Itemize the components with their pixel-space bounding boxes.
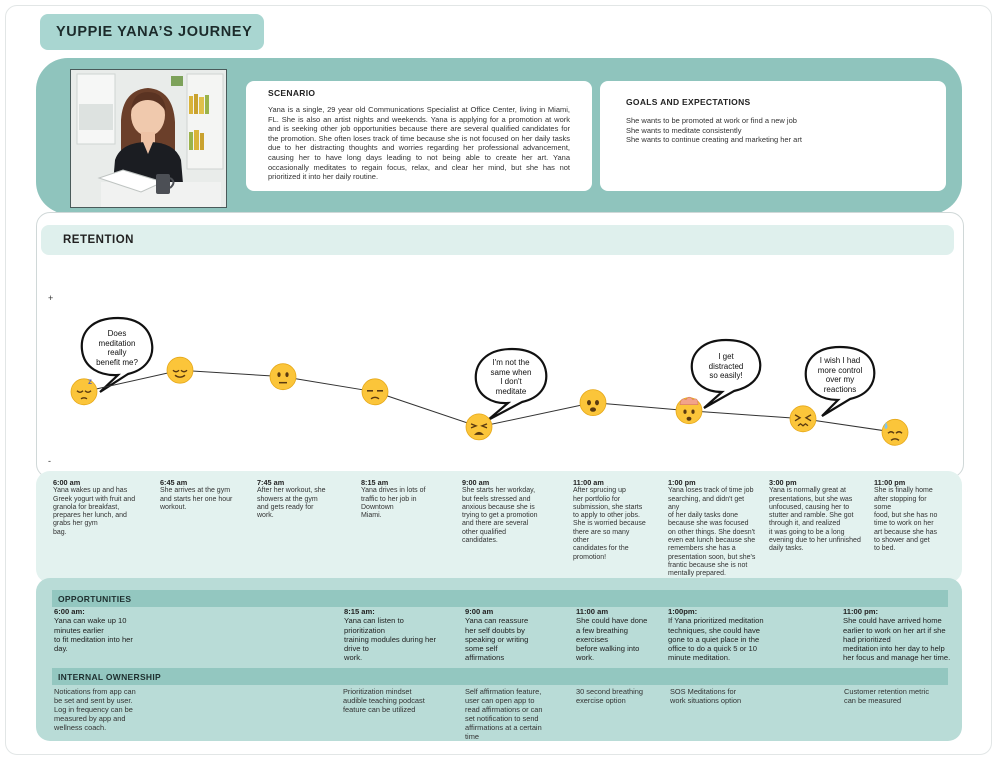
opportunity-line: training modules during her bbox=[344, 634, 437, 644]
timeline-step-line: evening due to her unfinished bbox=[769, 537, 861, 545]
downcast-sweat-emoji-icon bbox=[882, 419, 908, 445]
opportunity-line: affirmations bbox=[465, 653, 505, 663]
neutral-emoji-icon bbox=[270, 364, 296, 390]
timeline-step-line: promotion! bbox=[573, 553, 607, 561]
opportunities-heading: OPPORTUNITIES bbox=[52, 590, 948, 607]
ownership-item bbox=[670, 687, 741, 705]
timeline-step-line: Yana drives in lots of bbox=[361, 487, 426, 495]
ownership-line: audible teaching podcast bbox=[343, 696, 425, 706]
ownership-item bbox=[343, 687, 425, 714]
timeline-step bbox=[462, 479, 538, 545]
timeline-step-line: Downtown bbox=[361, 503, 394, 511]
timeline-step-line: Yana wakes up and has bbox=[53, 487, 128, 495]
timeline-step-line: Greek yogurt with fruit and bbox=[53, 495, 136, 503]
timeline-step-line: after stopping for bbox=[874, 495, 927, 503]
timeline-step-line: time to work on her bbox=[874, 520, 934, 528]
opportunity-line: speaking or writing bbox=[465, 634, 529, 644]
bubble-line: benefit me? bbox=[96, 357, 138, 367]
bubble-1-text bbox=[86, 329, 148, 367]
timeline-step-line: to shower and get bbox=[874, 537, 930, 545]
timeline-step-time: 9:00 am bbox=[462, 478, 490, 487]
goal-item: She wants to meditate consistently bbox=[626, 125, 742, 135]
opportunity-line: earlier to work on her art if she bbox=[843, 625, 946, 635]
page-title: YUPPIE YANA’S JOURNEY bbox=[40, 14, 264, 50]
timeline-step-line: work. bbox=[257, 512, 274, 520]
scenario-heading: SCENARIO bbox=[268, 88, 316, 98]
bubble-line: I get bbox=[718, 352, 734, 361]
ownership-line: SOS Meditations for bbox=[670, 687, 737, 696]
weary-emoji-icon bbox=[466, 414, 492, 440]
timeline-step-time: 6:45 am bbox=[160, 478, 188, 487]
opportunity-time: 8:15 am: bbox=[344, 607, 375, 616]
timeline-step-line: traffic to her job in bbox=[361, 495, 417, 503]
fearful-emoji-icon bbox=[580, 390, 606, 416]
opportunity-item bbox=[344, 607, 436, 663]
ownership-line: can be measured bbox=[844, 696, 902, 706]
opportunity-line: Yana can listen to bbox=[344, 616, 404, 626]
bubble-line: really bbox=[107, 348, 127, 357]
timeline-step-time: 11:00 pm bbox=[874, 478, 906, 487]
opportunity-line: office to do a quick 5 or 10 bbox=[668, 644, 757, 654]
ownership-line: affirmations at a certain bbox=[465, 723, 542, 733]
confounded-emoji-icon bbox=[790, 406, 816, 432]
opportunity-line: drive to bbox=[344, 644, 369, 654]
timeline-step-line: showers at the gym bbox=[257, 495, 318, 503]
bubble-line: reactions bbox=[823, 384, 857, 394]
axis-minus-label: - bbox=[48, 456, 51, 466]
ownership-item bbox=[465, 687, 543, 742]
opportunity-line: work. bbox=[344, 653, 363, 663]
timeline-step-line: other bbox=[573, 537, 589, 545]
timeline-step-line: even eat lunch because she bbox=[668, 537, 756, 545]
sleepy-emoji-icon bbox=[71, 377, 97, 405]
opportunity-item bbox=[843, 607, 950, 663]
opportunity-line: to fit meditation into her bbox=[54, 634, 133, 644]
ownership-item bbox=[844, 687, 929, 705]
opportunity-time: 11:00 pm: bbox=[843, 607, 879, 616]
opportunity-line: meditation into her day to help bbox=[843, 644, 945, 654]
timeline-step-line: Yana loses track of time job bbox=[668, 487, 754, 495]
timeline-step-line: prepares her lunch, and bbox=[53, 512, 127, 520]
bubble-3-text bbox=[696, 352, 756, 381]
ownership-line: measured by app and bbox=[54, 714, 126, 724]
ownership-item bbox=[54, 687, 136, 732]
timeline-step bbox=[769, 479, 861, 554]
goal-item: She wants to continue creating and marketing her art bbox=[626, 135, 802, 144]
timeline-step bbox=[668, 479, 755, 579]
exploding-head-emoji-icon bbox=[676, 397, 702, 424]
ownership-line: be set and sent by user. bbox=[54, 696, 133, 706]
timeline-step-line: some bbox=[874, 503, 892, 511]
timeline-step bbox=[160, 479, 232, 512]
timeline-step bbox=[874, 479, 937, 554]
timeline-step-line: frantic because she is not bbox=[668, 561, 748, 569]
bubble-line: meditate bbox=[495, 386, 527, 396]
timeline-step-time: 11:00 am bbox=[573, 478, 604, 487]
opportunity-line: work. bbox=[576, 653, 595, 663]
opportunity-time: 6:00 am: bbox=[54, 607, 85, 616]
opportunity-line: She could have arrived home bbox=[843, 616, 942, 626]
retention-heading: RETENTION bbox=[41, 225, 954, 255]
timeline-step-line: and starts her one hour bbox=[160, 495, 233, 503]
opportunity-line: prioritization bbox=[344, 625, 385, 635]
opportunity-line: her focus and manage her time. bbox=[843, 653, 951, 663]
bubble-line: distracted bbox=[708, 361, 744, 371]
ownership-line: time bbox=[465, 732, 479, 742]
timeline-step-line: and there are several bbox=[462, 520, 529, 528]
ownership-heading: INTERNAL OWNERSHIP bbox=[52, 668, 948, 685]
ownership-line: exercise option bbox=[576, 696, 626, 706]
timeline-step-time: 7:45 am bbox=[257, 478, 285, 487]
timeline-step-line: grabs her gym bbox=[53, 520, 98, 528]
timeline-step-line: submission, she starts bbox=[573, 503, 643, 511]
opportunity-item bbox=[54, 607, 133, 653]
opportunity-line: a few breathing bbox=[576, 625, 628, 635]
scenario-text: Yana is a single, 29 year old Communications Specialist at Office Center, living in Miami, FL. She is also an artist nights and weekends. Yana is applying for a promotion at work and is seeking other job opportunities because there are several qualified candidates for the promotion. She often loses track of time because she is not focused on her daily tasks due to her distracting thoughts and worries regarding her professional advancement, causing her to have long days leading to not being able to create her art. Yana occasionally meditates to regain focus, relax, and clear her mind, but she has not prioritized it into her daily routine. bbox=[268, 105, 570, 182]
timeline-step-line: After sprucing up bbox=[573, 487, 626, 495]
opportunity-line: minutes earlier bbox=[54, 625, 104, 635]
timeline-step-line: because she was focused bbox=[668, 520, 749, 528]
timeline-step-time: 6:00 am bbox=[53, 478, 81, 487]
timeline-step-line: She starts her workday, bbox=[462, 487, 536, 495]
ownership-line: 30 second breathing bbox=[576, 687, 643, 696]
opportunity-line: day. bbox=[54, 644, 68, 654]
ownership-line: work situations option bbox=[670, 696, 742, 706]
opportunity-line: Yana can reassure bbox=[465, 616, 529, 626]
bubble-4-text bbox=[808, 356, 872, 394]
timeline-step-line: and gets ready for bbox=[257, 503, 314, 511]
goals-heading: GOALS AND EXPECTATIONS bbox=[626, 97, 751, 107]
ownership-line: Log in frequency can be bbox=[54, 705, 133, 715]
timeline-step-line: bag. bbox=[53, 528, 67, 536]
timeline-step-line: Yana is normally great at bbox=[769, 487, 846, 495]
timeline-step-line: it was going to be a long bbox=[769, 528, 845, 536]
timeline-step-line: presentations, but she was bbox=[769, 495, 853, 503]
timeline-step-line: mentally prepared. bbox=[668, 570, 726, 578]
bubble-line: meditation bbox=[98, 338, 136, 348]
ownership-line: wellness coach. bbox=[54, 723, 107, 733]
bubble-line: I don't bbox=[500, 377, 522, 386]
timeline-step bbox=[257, 479, 325, 520]
unamused-emoji-icon bbox=[362, 379, 388, 405]
timeline-step-line: of her daily tasks done bbox=[668, 512, 739, 520]
ownership-line: user can open app to bbox=[465, 696, 535, 706]
timeline-step-line: stutter and ramble. She got bbox=[769, 512, 854, 520]
goal-item: She wants to be promoted at work or find a new job bbox=[626, 116, 797, 125]
ownership-line: Notications from app can bbox=[54, 687, 136, 696]
timeline-step-time: 1:00 pm bbox=[668, 478, 696, 487]
relieved-emoji-icon bbox=[167, 357, 193, 383]
ownership-line: Customer retention metric bbox=[844, 687, 930, 696]
timeline-step-line: After her workout, she bbox=[257, 487, 326, 495]
timeline-step-line: trying to get a promotion bbox=[462, 512, 538, 520]
timeline-step-line: unfocused, causing her to bbox=[769, 503, 850, 511]
ownership-line: feature can be utilized bbox=[343, 705, 416, 715]
timeline-step-line: She is finally home bbox=[874, 487, 933, 495]
opportunity-line: She could have done bbox=[576, 616, 648, 626]
opportunity-time: 1:00pm: bbox=[668, 607, 698, 616]
opportunity-line: had prioritized bbox=[843, 634, 891, 644]
opportunity-line: If Yana prioritized meditation bbox=[668, 616, 764, 626]
timeline-step-line: She is worried because bbox=[573, 520, 646, 528]
timeline-step-line: on other things. She doesn't bbox=[668, 528, 755, 536]
timeline-step-line: but feels stressed and bbox=[462, 495, 531, 503]
timeline-step-line: other qualified bbox=[462, 528, 506, 536]
opportunity-item bbox=[465, 607, 528, 663]
ownership-line: set notification to send bbox=[465, 714, 539, 724]
bubble-line: I wish I had bbox=[819, 356, 861, 365]
ownership-line: Prioritization mindset bbox=[343, 687, 412, 696]
timeline-step-line: daily tasks. bbox=[769, 545, 804, 553]
svg-text:z: z bbox=[88, 376, 92, 386]
opportunity-line: before walking into bbox=[576, 644, 640, 654]
opportunity-time: 9:00 am bbox=[465, 607, 494, 616]
timeline-step-line: to bed. bbox=[874, 545, 896, 553]
bubble-line: Does bbox=[107, 329, 127, 338]
timeline-step bbox=[53, 479, 135, 537]
timeline-step-line: presentation soon, but she's bbox=[668, 553, 756, 561]
timeline-step-line: candidates. bbox=[462, 537, 498, 545]
bubble-line: more control bbox=[817, 365, 863, 375]
timeline-step-time: 3:00 pm bbox=[769, 478, 797, 487]
opportunity-line: exercises bbox=[576, 634, 609, 644]
timeline-step-line: there are so many bbox=[573, 528, 630, 536]
timeline-step-line: art because she has bbox=[874, 528, 938, 536]
opportunity-line: techniques, she could have bbox=[668, 625, 761, 635]
opportunity-line: some self bbox=[465, 644, 498, 654]
timeline-step bbox=[573, 479, 646, 562]
opportunity-item bbox=[668, 607, 764, 663]
timeline-step-time: 8:15 am bbox=[361, 478, 389, 487]
timeline-step-line: granola for breakfast, bbox=[53, 503, 120, 511]
opportunity-line: her self doubts by bbox=[465, 625, 525, 635]
bubble-line: over my bbox=[825, 375, 855, 384]
ownership-line: read affirmations or can bbox=[465, 705, 543, 715]
timeline-step-line: remembers she has a bbox=[668, 545, 736, 553]
timeline-step-line: to apply to other jobs. bbox=[573, 512, 640, 520]
timeline-step-line: anxious because she is bbox=[462, 503, 535, 511]
bubble-line: so easily! bbox=[709, 371, 743, 380]
timeline-step bbox=[361, 479, 425, 520]
ownership-line: Self affirmation feature, bbox=[465, 687, 542, 696]
bubble-line: I'm not the bbox=[492, 358, 530, 367]
opportunity-line: Yana can wake up 10 bbox=[54, 616, 127, 626]
timeline-step-line: candidates for the bbox=[573, 545, 629, 553]
opportunity-time: 11:00 am bbox=[576, 607, 609, 616]
opportunity-line: minute meditation. bbox=[668, 653, 731, 663]
timeline-step-line: Miami. bbox=[361, 512, 382, 520]
axis-plus-label: + bbox=[48, 293, 54, 303]
bubble-line: same when bbox=[490, 367, 532, 377]
timeline-step-line: through it, and realized bbox=[769, 520, 841, 528]
timeline-step-line: food, but she has no bbox=[874, 512, 938, 520]
timeline-step-line: her portfolio for bbox=[573, 495, 621, 503]
timeline-step-line: searching, and didn't get bbox=[668, 495, 745, 503]
opportunity-line: gone to a quiet place in the bbox=[668, 634, 760, 644]
bubble-2-text bbox=[480, 358, 542, 396]
timeline-step-line: She arrives at the gym bbox=[160, 487, 231, 495]
opportunity-item bbox=[576, 607, 647, 663]
timeline-step-line: any bbox=[668, 503, 680, 511]
timeline-step-line: workout. bbox=[160, 503, 187, 511]
ownership-item bbox=[576, 687, 643, 705]
